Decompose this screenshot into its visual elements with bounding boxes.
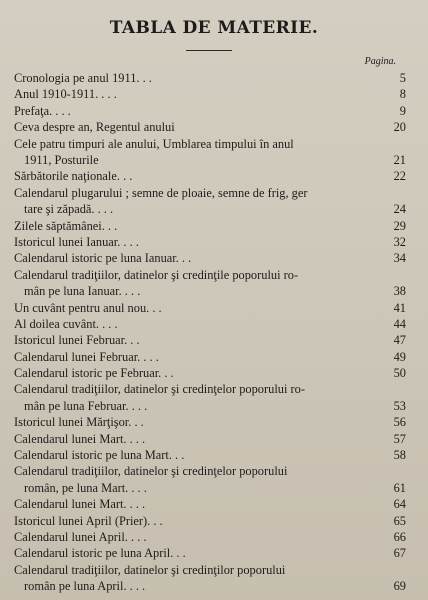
toc-entry-page-number: 41: [393, 300, 406, 315]
toc-entry-page-number: 47: [393, 333, 406, 348]
toc-entry-title: Calendarul lunei Mart. . . .: [14, 431, 146, 446]
toc-entry-page-number: 24: [393, 202, 406, 217]
toc-entry: [14, 545, 406, 561]
toc-entry: [14, 250, 406, 266]
toc-entry-page-number: 65: [393, 513, 406, 528]
toc-entry-title: Calendarul istoric pe Februar. . .: [14, 366, 174, 381]
toc-entry: [14, 185, 406, 218]
toc-entry-page-number: 53: [393, 398, 406, 413]
toc-entry-title-continuation: mân pe luna Februar. . . .: [24, 398, 148, 413]
toc-entry-page-number: 66: [393, 530, 406, 544]
toc-entry: [14, 431, 406, 447]
toc-entry: [14, 349, 406, 365]
page-column-header: Pagina.: [364, 56, 396, 67]
toc-entry-title: Cele patru timpuri ale anului, Umblarea timpului în anul: [14, 136, 294, 151]
toc-entry-title-continuation: 1911, Posturile: [24, 152, 99, 167]
toc-entry: [14, 86, 406, 102]
toc-entry-title: Calendarul istoric pe luna Mart. . .: [14, 448, 185, 463]
toc-entry-title: Cronologia pe anul 1911. . .: [14, 71, 152, 85]
toc-entry: [14, 513, 406, 529]
toc-entry: [14, 103, 406, 119]
toc-entry: [14, 381, 406, 414]
toc-entry-title: Istoricul lunei April (Prier). . .: [14, 513, 163, 528]
toc-entry: [14, 234, 406, 250]
toc-entry: [14, 168, 406, 184]
title-divider: [186, 50, 232, 51]
toc-entry-title: Calendarul lunei Februar. . . .: [14, 349, 159, 364]
toc-entry-page-number: 34: [393, 251, 406, 266]
toc-entry: [14, 562, 406, 595]
toc-entry-page-number: 58: [393, 448, 406, 463]
toc-entry: [14, 218, 406, 234]
toc-entry-title: Un cuvânt pentru anul nou. . .: [14, 300, 162, 315]
toc-entry-title-continuation: tare şi zăpadă. . . .: [24, 202, 114, 217]
toc-entry-title: Calendarul lunei Mart. . . .: [14, 497, 146, 512]
toc-entry-page-number: 20: [393, 120, 406, 135]
toc-entry-title: Calendarul tradiţiilor, datinelor şi credinţile poporului ro-: [14, 267, 299, 282]
toc-entry-page-number: 21: [393, 152, 406, 167]
toc-entry-page-number: 29: [393, 218, 406, 233]
toc-entry-page-number: 61: [393, 480, 406, 495]
toc-entry-title: Sărbătorile naţionale. . .: [14, 169, 133, 184]
page-title: TABLA DE MATERIE.: [109, 18, 319, 38]
toc-entry-page-number: 64: [393, 497, 406, 512]
toc-entry: [14, 119, 406, 135]
toc-entry-page-number: 44: [393, 316, 406, 331]
toc-entry: [14, 300, 406, 316]
toc-entry-title: Calendarul tradiţiilor, datinelor şi credinţelor poporului ro-: [14, 382, 305, 397]
toc-entry: [14, 496, 406, 512]
toc-entry: [14, 414, 406, 430]
toc-entry-title: Istoricul lunei Mărţişor. . .: [14, 415, 144, 430]
toc-entry-page-number: 32: [393, 234, 406, 249]
toc-entry: [14, 136, 406, 169]
toc-entry: [14, 70, 406, 86]
toc-entry: [14, 447, 406, 463]
toc-entry-title: Zilele săptămânei. . .: [14, 218, 118, 233]
toc-entry-title: Calendarul lunei April. . . .: [14, 530, 147, 545]
toc-entry: [14, 365, 406, 381]
toc-entry-title-continuation: mân pe luna Ianuar. . . .: [24, 284, 141, 299]
toc-entry-title: Calendarul istoric pe luna Ianuar. . .: [14, 251, 192, 266]
toc-entry-page-number: 49: [393, 349, 406, 364]
toc-entry-title: Prefaţa. . . .: [14, 103, 71, 118]
toc-entry-title: Calendarul istoric pe luna April. . .: [14, 546, 186, 561]
toc-entry-title: Al doilea cuvânt. . . .: [14, 316, 118, 331]
toc-entry: [14, 463, 406, 496]
toc-entry-title: Calendarul plugarului ; semne de ploaie, semne de frig, ger: [14, 185, 308, 200]
toc-entry: [14, 267, 406, 300]
toc-entry: [14, 316, 406, 332]
toc-entry-title: Istoricul lunei Ianuar. . . .: [14, 234, 139, 249]
toc-entry-title: Calendarul tradiţiilor, datinelor şi credinţilor poporului: [14, 562, 286, 577]
toc-entry-title: Anul 1910-1911. . . .: [14, 87, 117, 102]
toc-entry-title: Ceva despre an, Regentul anului: [14, 120, 175, 135]
toc-entry-title-continuation: român, pe luna Mart. . . .: [24, 480, 147, 495]
toc-entry-page-number: 38: [393, 284, 406, 299]
toc-entry-title: Istoricul lunei Februar. . .: [14, 333, 140, 348]
toc-entry-title: Calendarul tradiţiilor, datinelor şi credinţelor poporului: [14, 464, 288, 479]
toc-entry-page-number: 50: [393, 366, 406, 381]
toc-entry-page-number: 5: [399, 70, 406, 85]
table-of-contents: [14, 70, 406, 595]
toc-entry-page-number: 9: [399, 103, 406, 118]
toc-entry: [14, 332, 406, 348]
toc-entry-page-number: 56: [393, 415, 406, 430]
toc-entry-page-number: 22: [393, 169, 406, 184]
toc-entry-page-number: 67: [393, 546, 406, 561]
toc-entry: [14, 529, 406, 545]
toc-entry-page-number: 69: [393, 579, 406, 594]
toc-entry-page-number: 8: [399, 87, 406, 102]
toc-entry-title-continuation: român pe luna April. . . .: [24, 579, 146, 594]
toc-entry-page-number: 57: [393, 431, 406, 446]
